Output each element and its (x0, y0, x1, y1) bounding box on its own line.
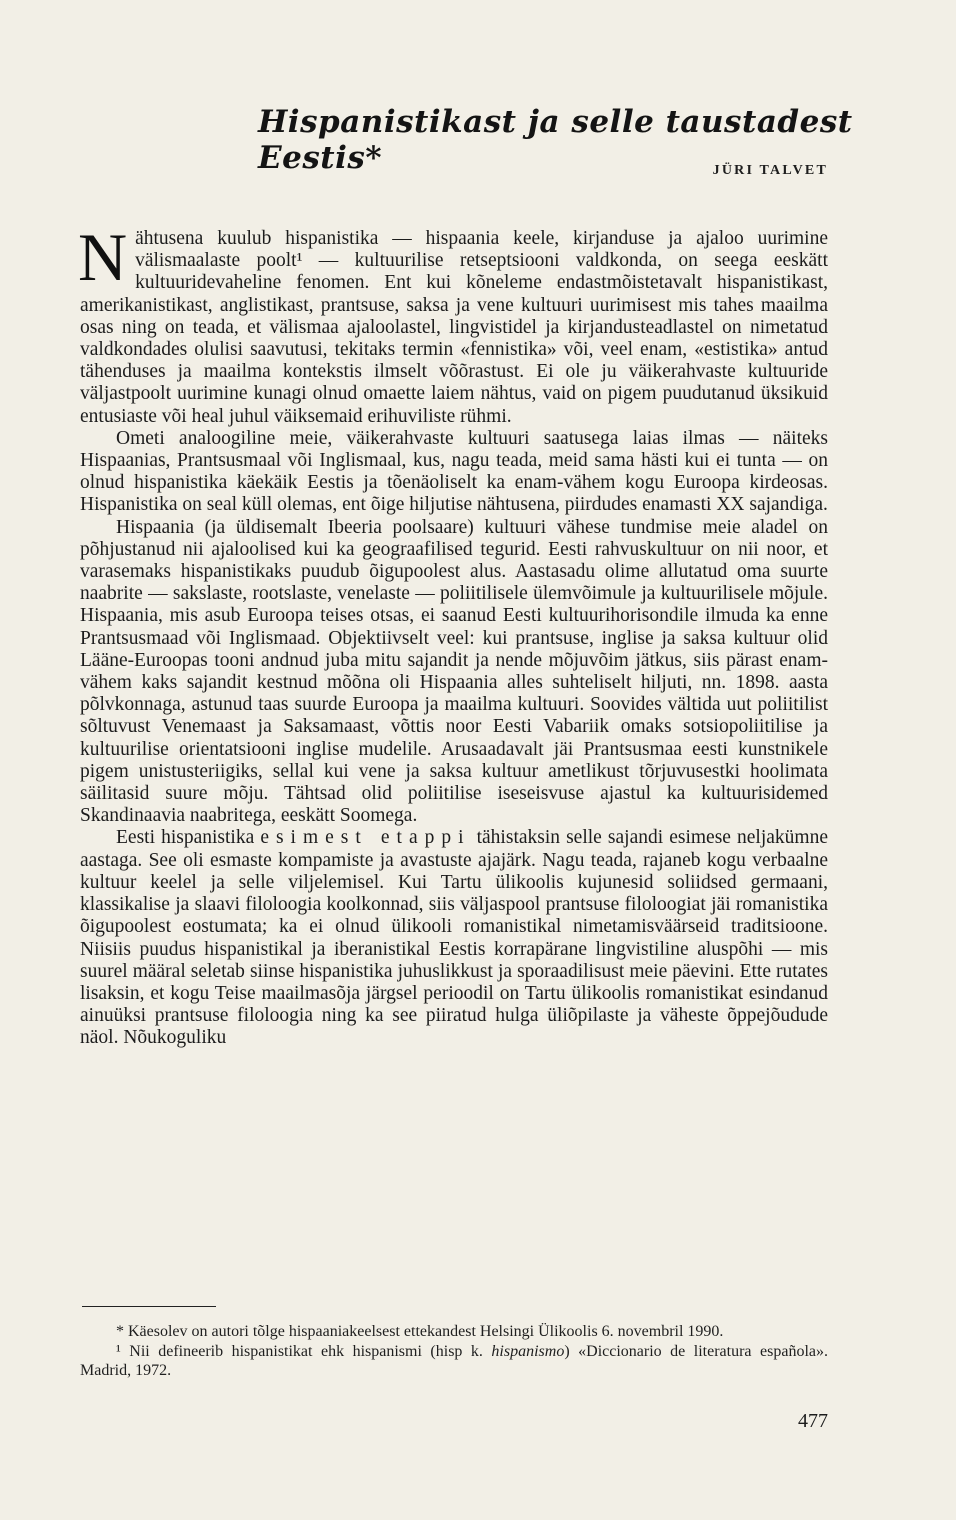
page-number: 477 (798, 1410, 828, 1432)
footnote-2-italic: hispanismo (491, 1342, 565, 1360)
footnote-2-end: ) «Diccionario de literatura española». Madrid, 1972. (80, 1342, 828, 1379)
article-body (78, 219, 828, 1050)
footnote-1: * Käesolev on autori tõlge hispaaniakeelsest ettekandest Helsingi Ülikoolis 6. novembril 1990. (116, 1323, 724, 1340)
footnote-2-start: ¹ Nii defineerib hispanistikat ehk hispanismi (hisp k. (116, 1342, 492, 1360)
paragraph-4-emphasis: esimest etappi (260, 827, 471, 849)
footnotes (80, 1322, 828, 1381)
paragraph-3: Hispaania (ja üldisemalt Ibeeria poolsaare) kultuuri vähese tundmise meie aladel on põhjustanud nii ajaloolised kui ka geograafilised tegurid. Eesti rahvuskultuur on nii noor, et varasemaks hispanistikaks puudub õigupoolest alus. Aastasadu olime allutatud oma suurte naabrite — sakslaste, rootslaste, venelaste — poliitilisele ülemvõimule ja kultuurilisele mõjule. Hispaania, mis asub Euroopa teises otsas, ei saanud Eesti kultuurihorisondile ilmuda ka enne Prantsusmaad või Inglismaad. Objektiivselt veel: kui prantsuse, inglise ja saksa kultuur olid Lääne-Euroopas tooni andnud juba mitu sajandit ja nende mõjuvõim jätkus, siis pärast enam-vähem kaks sajandit kestnud mõõna oli Hispaania alles suhteliselt hiljuti, nn. 1898. aasta põlvkonnaga, astunud taas suurde Euroopa ja maailma kultuuri. Soovides vältida uut poliitilist sõltuvust Venemaast ja Saksamaast, võttis noor Eesti Vabariik omaks sotsiopoliitilise ja kultuurilise orientatsiooni inglise mudelile. Arusaadavalt jäi Prantsusmaa eesti kunstnikele pigem unistusteriigiks, sellal kui vene ja saksa kultuur ametlikust tõrjuvusestki hoolimata säilitasid suure mõju. Tähtsad olid poliitilise iseseisvuse ajastul ka kultuurisidemed Skandinaavia naabritega, eeskätt Soomega. (80, 516, 828, 827)
footnote-2 (80, 1342, 828, 1381)
paragraph-4-rest: tähistaksin selle sajandi esimese neljakümne aastaga. See oli esmaste kompamiste ja avastuste ajajärk. Nagu teada, rajaneb kogu verbaalne kultuur keelel ja selle viljelemisel. Kui Tartu ülikoolis kujunesid soliidsed germaani, klassikalise ja slaavi filoloogia koolkonnad, siis väljaspool prantsuse filoloogiat jäi romanistika õigupoolest eostumata; ka ei olnud ülikooli romanistikal nimetamisväärseid traditsioone. Niisiis puudus hispanistikal ja iberanistikal Eestis korrapärane lingvistiline aluspõhi — mis suurel määral seletab siinse hispanistika juhuslikkust ja sporaadilisust meie päevini. Ette rutates lisaksin, et kogu Teise maailmasõja järgsel perioodil on Tartu ülikoolis romanistikat esindanud ainuüksi prantsuse filoloogia ning ka see piiratud hulga üliõpilaste ja väheste õppejõudude näol. Nõukoguliku (80, 827, 828, 1049)
article-title: Hispanistikast ja selle taustadest Eestis* (258, 104, 853, 176)
paragraph-1 (78, 219, 828, 428)
paragraph-1-text: ähtusena kuulub hispanistika — hispaania keele, kirjanduse ja ajaloo uurimine välismaalaste poolt¹ — kultuurilise retseptsiooni valdkonda, on seega eeskätt kultuuridevaheline fenomen. Ent kui kõneleme endastmõistetavalt hispanistikast, amerikanistikast, anglistikast, prantsuse, saksa ja vene kultuuri uurimisest mis tahes maailma osas ning on teada, et välismaa ajaloolastel, lingvistidel ja kirjandusteadlastel on nimetatud valdkondades olulisi saavutusi, tekitaks termin «fennistika» või, veel enam, «estistika» antud tähenduses ja maailma kontekstis ilmselt võõrastust. Ei ole ju väikerahvaste kultuuride väljastpoolt uurimine kunagi olnud omaette laiem nähtus, vaid on pigem puudutanud üksikuid entusiaste või heal juhul väiksemaid erihuviliste rühmi. (80, 228, 828, 427)
paragraph-2: Ometi analoogiline meie, väikerahvaste kultuuri saatusega laias ilmas — näiteks Hispaanias, Prantsusmaal või Inglismaal, kus, nagu teada, meid sama hästi kui ei tunta — on olnud hispanistika käekäik Eestis ja tõenäoliselt ka enam-vähem kogu Euroopa kirdeosas. Hispanistika on seal küll olemas, ent õige hiljutise nähtusena, piirdudes enamasti XX sajandiga. (80, 427, 828, 516)
paragraph-4-start: Eesti hispanistika (116, 827, 261, 849)
paragraph-4 (80, 827, 828, 1049)
article-author: JÜRI TALVET (712, 163, 828, 178)
drop-cap: N (78, 219, 128, 295)
footnote-separator (82, 1306, 216, 1307)
